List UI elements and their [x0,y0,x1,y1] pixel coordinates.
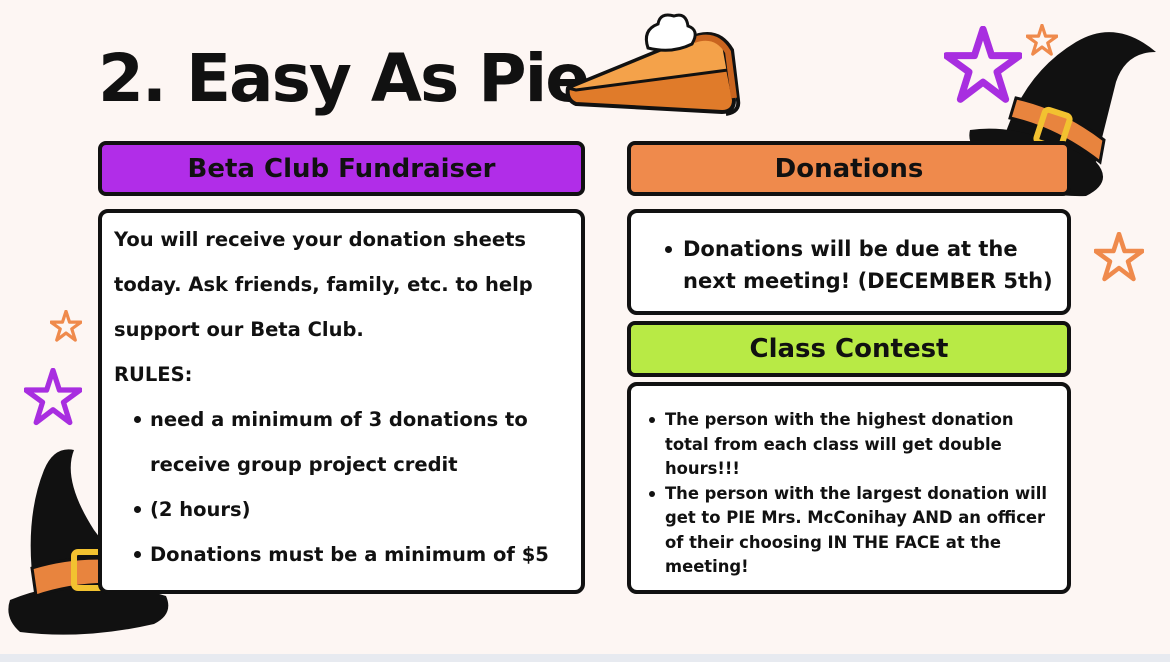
beta-club-header-label: Beta Club Fundraiser [187,153,496,184]
donations-header [627,141,1071,196]
rule-item-continuation: receive group project credit [150,453,458,476]
contest-item: The person with the highest donation total from each class will get double hours!!! [631,408,1067,482]
rules-label: RULES: [114,363,193,386]
pie-slice-icon [562,8,742,120]
info-line: You will receive your donation sheets [114,228,527,251]
rule-item: need a minimum of 3 donations to [114,397,581,442]
donations-header-label: Donations [774,153,924,184]
donations-list [631,213,1067,297]
class-contest-box [627,382,1071,594]
page-title: 2. Easy As Pie [98,40,588,117]
star-icon [50,310,82,342]
donations-item [631,233,1067,297]
beta-club-header [98,141,585,196]
donations-line: Donations will be due at the [683,237,1018,261]
rule-item: Donations must be a minimum of $5 [114,532,581,577]
contest-list [631,386,1067,580]
rules-list [114,397,581,577]
info-line: today. Ask friends, family, etc. to help [114,273,533,296]
class-contest-header-label: Class Contest [749,334,949,364]
bottom-strip [0,654,1170,662]
star-icon [1026,24,1058,56]
star-icon [944,26,1022,104]
fundraiser-info-box [98,209,585,594]
donations-info-box [627,209,1071,315]
contest-item: The person with the largest donation will get to PIE Mrs. McConihay AND an officer of their choosing IN THE FACE at the meeting! [631,482,1067,580]
donations-line: next meeting! (DECEMBER 5th) [683,269,1053,293]
star-icon [24,368,82,426]
rule-item: (2 hours) [114,487,581,532]
info-line: support our Beta Club. [114,318,364,341]
star-icon [1094,232,1144,282]
class-contest-header [627,321,1071,377]
